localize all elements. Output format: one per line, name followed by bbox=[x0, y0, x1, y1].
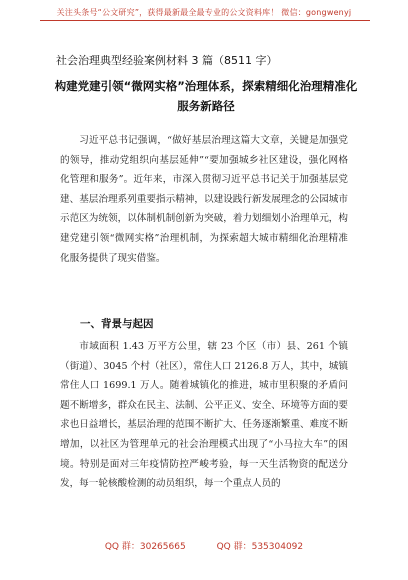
footer-contacts bbox=[0, 539, 408, 552]
intro-paragraph: 习近平总书记强调，“做好基层治理这篇大文章，关键是加强党的领导，推动党组织向基层延伸”“要加强城乡社区建设，强化网格化管理和服务”。近年来，市深入贯彻习近平总书记关于加强基层党建、基层治理系列重要指示精神，以建设践行新发展理念的公园城市示范区为统领，以体制机制创新为突破，着力划细划小治理单元，构建党建引领“微网实格”治理机制，为探索超大城市精细化治理精准化服务提供了现实借鉴。 bbox=[60, 135, 348, 264]
footer-qq-group-2: QQ 群：535304092 bbox=[216, 542, 304, 552]
top-banner: 关注头条号“公文研究”，获得最新最全最专业的公文资料库！ 微信：gongwenyj bbox=[56, 8, 352, 17]
section-paragraph: 市域面积 1.43 万平方公里，辖 23 个区（市）县、261 个镇（街道）、3045 个村（社区），常住人口 2126.8 万人，其中，城镇常住人口 1699.1 万人。随着城镇化的推进，城市里积聚的矛盾问题不断增多，群众在民主、法制、公平正义、安全、环境等方面的要求也日益增长，基层治理的范围不断扩大、任务逐渐繁重、难度不断增加，以社区为管理单元的社会治理模式出现了“小马拉大车”的困境。特别是面对三年疫情防控严峻考验，每一天生活物资的配送分发，每一轮核酸检测的动员组织，每一个重点人员的 bbox=[60, 341, 348, 490]
footer-qq-group-1: QQ 群：30265665 bbox=[104, 542, 186, 552]
section-heading: 一、背景与起因 bbox=[80, 318, 154, 330]
top-divider bbox=[40, 20, 370, 21]
document-subtitle: 构建党建引领“微网实格”治理体系，探索精细化治理精准化服务新路径 bbox=[54, 79, 358, 113]
document-title: 社会治理典型经验案例材料 3 篇（8511 字） bbox=[56, 54, 278, 67]
